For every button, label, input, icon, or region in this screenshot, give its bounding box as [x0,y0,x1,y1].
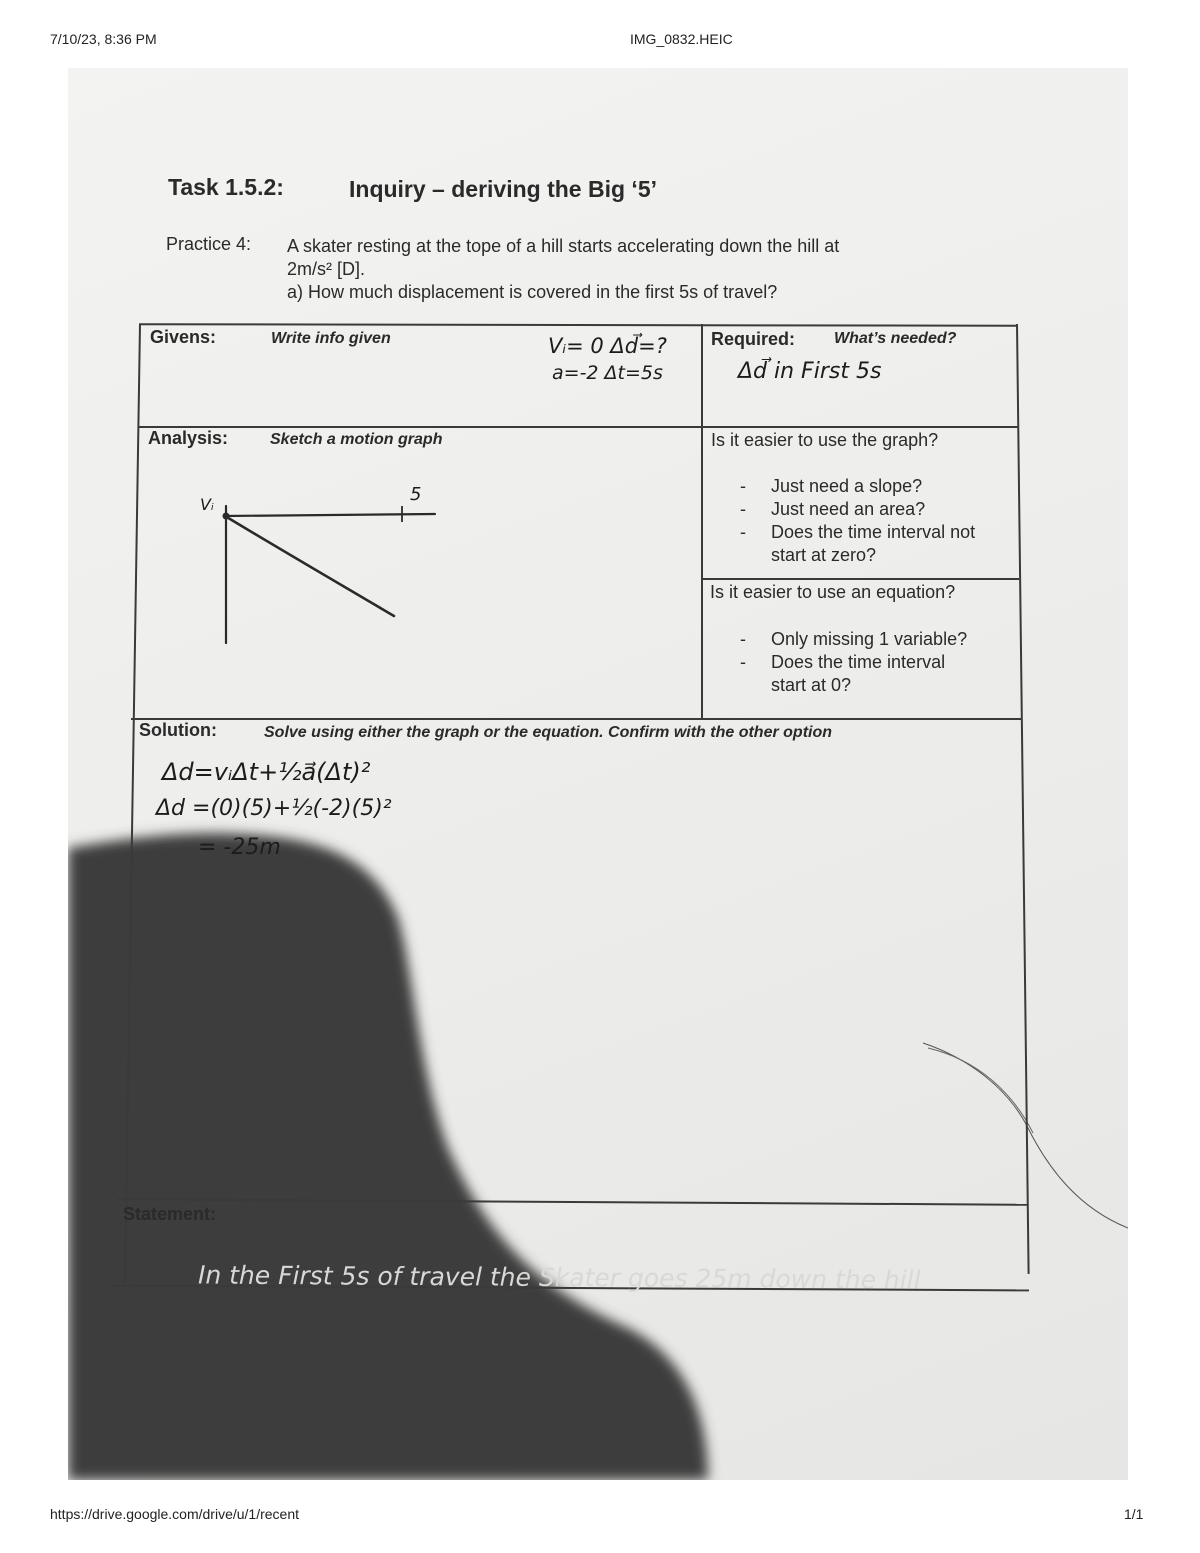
solution-line-2: Δd =(0)(5)+½(-2)(5)² [156,796,392,821]
practice-line-2: 2m/s² [D]. [287,259,366,279]
graph-bullet-1: Just need a slope? [771,476,923,496]
row-divider-equation [701,578,1019,580]
print-url: https://drive.google.com/drive/u/1/recent [50,1506,300,1522]
equation-bullet-3: start at 0? [771,675,852,695]
equation-question: Is it easier to use an equation? [710,582,956,602]
graph-label-5: 5 [410,484,422,505]
graph-bullet-2: Just need an area? [771,499,926,519]
graph-bullet-3: Does the time interval not [771,522,976,542]
statement-handwritten: In the First 5s of travel the Skater goes 25m down the hill [197,1260,921,1295]
practice-line-1: A skater resting at the tope of a hill starts accelerating down the hill at [287,236,840,256]
solution-line-1: Δd=vᵢΔt+½a⃗(Δt)² [162,758,371,786]
analysis-prompt: Sketch a motion graph [270,431,443,448]
bullet-dash: - [740,522,746,542]
required-prompt: What’s needed? [834,330,957,347]
analysis-label: Analysis: [148,428,229,448]
solution-label: Solution: [139,720,217,740]
equation-bullet-2: Does the time interval [771,652,946,672]
statement-label: Statement: [123,1204,217,1224]
givens-handwritten-2: a=-2 Δt=5s [552,362,663,384]
graph-question: Is it easier to use the graph? [711,430,939,450]
bullet-dash: - [740,499,746,519]
motion-graph-sketch [188,478,448,658]
givens-prompt: Write info given [271,330,391,347]
equation-bullet-1: Only missing 1 variable? [771,629,968,649]
givens-label: Givens: [150,327,217,347]
bullet-dash: - [740,652,746,672]
solution-prompt: Solve using either the graph or the equation. Confirm with the other option [264,724,833,741]
print-filename: IMG_0832.HEIC [630,31,733,47]
practice-label: Practice 4: [166,234,252,254]
bullet-dash: - [740,629,746,649]
bullet-dash: - [740,476,746,496]
graph-bullet-4: start at zero? [771,545,877,565]
question-a: a) How much displacement is covered in the first 5s of travel? [287,282,778,302]
print-datetime: 7/10/23, 8:36 PM [50,31,157,47]
required-handwritten: Δd⃗ in First 5s [738,359,882,384]
task-title: Inquiry – deriving the Big ‘5’ [349,176,657,202]
worksheet-photo [68,68,1128,1480]
solution-line-3: = -25m [198,835,281,860]
print-page-number: 1/1 [1124,1506,1144,1522]
task-number: Task 1.5.2: [168,174,284,200]
graph-label-vi: Vᵢ [200,495,214,514]
required-label: Required: [711,329,796,349]
row-divider-solution [131,718,1021,720]
row-divider-analysis [139,426,1019,428]
givens-handwritten-1: Vᵢ= 0 Δd⃗=? [548,334,667,358]
col-divider [701,324,703,719]
